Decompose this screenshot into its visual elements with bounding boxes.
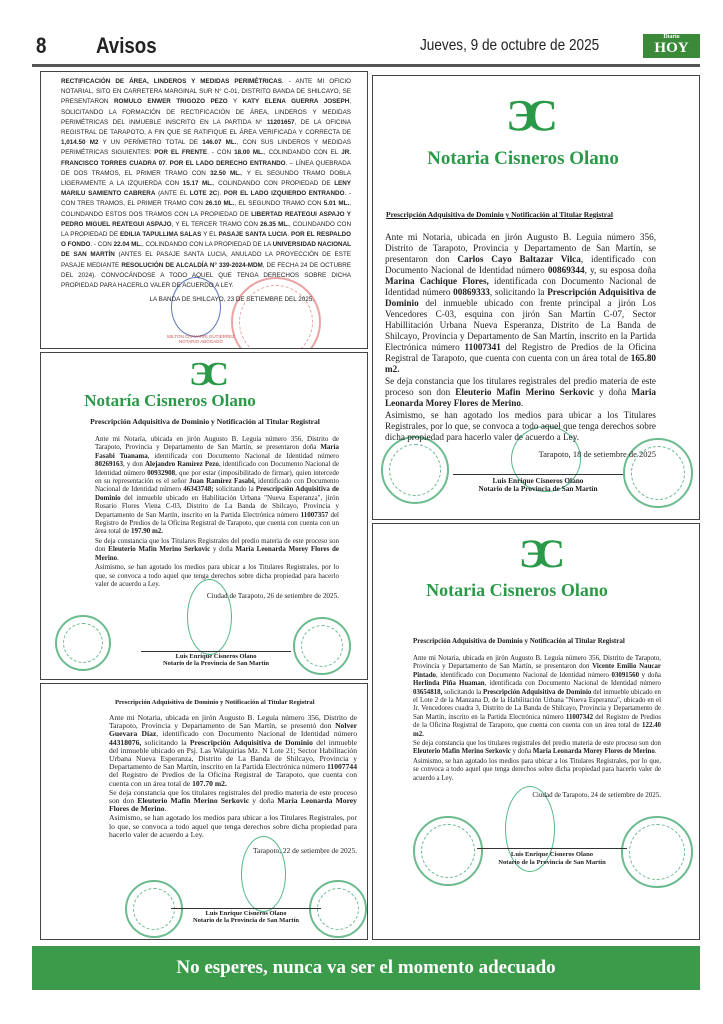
bold-text: KATY ELENA GUERRA JOSEPH (242, 98, 350, 106)
notice-content (95, 435, 339, 601)
section-title: Avisos (96, 33, 157, 58)
text: del Registro de Predios de la Oficina Registral de Tarapoto, que cuenta con cuenta con un área total de (413, 713, 661, 730)
bold-text: Prescripción Adquisitiva de Dominio (189, 737, 313, 747)
notice-paragraph (109, 714, 357, 788)
notice-paragraph (95, 563, 339, 588)
notary-signature (141, 651, 291, 668)
bold-text: María Leonarda Morey Flores de Merino (109, 796, 357, 814)
bold-text: POR EL LADO DERECHO ENTRANDO (169, 159, 286, 167)
bold-text: Eleuterio Mafin Merino Serkovic (137, 796, 250, 806)
text: solicitando la (213, 485, 256, 494)
notice-baltazar (372, 75, 700, 520)
text: , SOLICITANDO LA FORMACIÓN DE RECTIFICACIÓN DE ÁREA, LINDEROS Y MEDIDAS PERIMÉTRICAS DEL INMUEBLE INSCRITO EN LA PARTIDA N° (61, 98, 351, 126)
bold-text: POR EL RESPALDO O FONDO (61, 231, 351, 249)
notary-logo (373, 91, 700, 170)
bold-text: 03091560 (611, 671, 640, 679)
bold-text: 197.90 m2. (130, 527, 164, 536)
text: , COLINDANDO CON EL (263, 149, 342, 157)
text: del Registro de Predios de la Oficina Registral de Tarapoto, que cuenta con cuenta con un área total de (385, 342, 656, 363)
text: Y UN PERÍMETRO TOTAL DE (98, 139, 203, 147)
text: Asimismo, se han agotado los medios para ubicar a los Titulares Registrales, por lo que, se convoca a todo aquel que tenga derechos sobre dicha propiedad para hacerlo valer de acuerdo a Ley. (385, 410, 656, 442)
notary-signature (141, 334, 261, 344)
signer-name: Luis Enrique Cisneros Olano (510, 851, 594, 858)
notary-seal-right-icon (621, 816, 693, 888)
text: del inmueble ubicado en el Lote 2 de la Manzana D, de la Habilitación Urbana "Nueva Esperanza", ubicado en el Jr. Vencedores cuadra 3, Distrito de La Banda de Shilcayo, Provincia y Departamento de San Martín, inscrito en la Partida Electrónica número (413, 688, 661, 721)
text: , DE LA OFICINA REGISTRAL DE TARAPOTO, A FIN QUE SE RATIFIQUE EL ÁREA VERIFICADA Y CORRECTA DE (61, 118, 352, 137)
bold-text: Nolver Guevara Díaz (109, 721, 357, 739)
bold-text: 122.40 m2. (413, 722, 661, 738)
notary-name: Notaria Cisneros Olano (426, 580, 608, 600)
notary-signature (477, 848, 627, 866)
bold-text: Prescripción Adquisitiva de Dominio (385, 287, 657, 308)
notice-guevara (40, 683, 368, 940)
text: , COLINDANDO ESTOS DOS TRAMOS CON LA PROPIEDAD DE (61, 200, 351, 218)
text: , que por estar (imposibilitado de firmar), quien intercede en su representación es el señor (95, 468, 339, 486)
bold-text: 00869333 (453, 287, 490, 297)
text: solicitando la (442, 688, 483, 696)
text: del inmueble ubicado con frente principal a jirón Los Vencedores C-03, esquina con jirón San Martín C-07, Sector Habillitación Urbana Nueva Esperanza, Distrito de La Banda de Shilcayo, Provincia y Departamento de San Martín, inscrito en la Partida Electrónica número (385, 298, 656, 352)
bold-text: 00869344 (547, 265, 585, 275)
text: y doña (210, 545, 236, 554)
bold-text: Maria Leonarda Morey Flores de Merino (532, 748, 655, 756)
bold-text: EDILIA TAPULLIMA SALAS (119, 231, 202, 239)
notice-content (61, 77, 351, 305)
text: Asimismo, se han agotado los medios para ubicar a los Titulares Registrales, por lo que, se convoca a todo aquel que tenga derechos sobre dicha propiedad para hacerlo valer de acuerdo a Ley. (413, 757, 661, 782)
bold-text: Eleuterio Mafin Merino Serkovic (108, 545, 211, 554)
notice-naucar (372, 523, 700, 940)
bold-text: 80269163 (95, 460, 123, 469)
notice-content (385, 232, 656, 460)
bold-text: 46343748; (183, 485, 214, 494)
text: . - CON TRES TRAMOS, EL PRIMER TRAMO CON (61, 190, 351, 208)
bold-text: 00932908 (147, 468, 176, 477)
text: , identificado con Documento Nacional de Identidad número (156, 729, 358, 739)
bold-text: POR EL FRENTE (154, 149, 208, 157)
notice-paragraph (413, 740, 661, 757)
bold-text: LENY MARILU SAMIENTO CABRERA (61, 180, 351, 198)
bold-text: UNIVERSIDAD NACIONAL DE SAN MARTÍN (61, 241, 351, 259)
text: . (520, 398, 524, 408)
notice-content (413, 655, 661, 800)
notice-body (413, 655, 661, 783)
notary-seal-left-icon (413, 816, 483, 886)
text: (ANTES EL PASAJE SANTA LUCIA, ANULADO LA PROYECCIÓN DE ESTE PASAJE MEDIANTE (61, 251, 351, 269)
signer-title: Notario de la Provincia de San Martín (498, 858, 606, 866)
notice-rectificacion (40, 71, 368, 349)
text: Ante mi Notaria, ubicada en jirón Augusto B. Leguía número 356, Distrito de Tarapoto, Provincia y Departamento de San Martín, se presentaron don (413, 655, 661, 671)
text: , DE FECHA 24 DE OCTUBRE DEL 2024). CONVOCÁNDOSE A TODO AQUEL QUE TENGA DERECHOS SOBRE DICHA PROPIEDAD PARA HACERLO VALER DE ACUERDO A LEY. (61, 261, 352, 290)
text: . (164, 804, 167, 814)
text: Ante mi Notaría, ubicada en jirón Augusto B. Leguía número 356, Distrito de Tarapoto, Provincia y Departamento de San Martín, se presentaron doña (95, 435, 339, 452)
text: , COLINDANDO CON LA PROPIEDAD DE LA (141, 241, 273, 249)
bold-text: 26.10 ML. (205, 200, 235, 208)
notary-name: Notaria Cisneros Olano (427, 148, 619, 169)
notary-logo-icon: ЭC (506, 91, 548, 140)
text: , COLINDANDO CON LA PROPIEDAD DE (61, 220, 352, 239)
page-number: 8 (36, 33, 47, 58)
notice-body (109, 714, 357, 839)
signer-name: Luis Enrique Cisneros Olano (492, 476, 584, 485)
notice-body (61, 77, 351, 291)
text: identificada con Documento Nacional de Identidad número (385, 276, 656, 297)
slogan-banner: No esperes, nunca va ser el momento adecuado (32, 946, 700, 990)
text: del Registro de Predios de la Oficina Registral de Tarapoto, que cuenta con cuenta con un área total de (95, 510, 339, 536)
bold-text: RECTIFICACIÓN DE ÁREA, LINDEROS Y MEDIDAS PERIMÉTRICAS (61, 78, 282, 85)
text: . (117, 553, 119, 562)
newspaper-logo (643, 34, 700, 58)
text: y doña (593, 387, 632, 397)
bold-text: 15.17 ML. (182, 180, 213, 188)
text: Se deja constancia que los titulares registrales del predio materia de este proceso son don (385, 376, 656, 397)
bold-text: 11007342 (565, 713, 594, 721)
text: . (287, 231, 292, 239)
notice-title: Prescripción Adquisitiva de Dominio y Notificación al Titular Registral (386, 210, 613, 219)
bold-text: Eleuterio Mafin Merino Serkovic (455, 387, 594, 397)
text: Ante mi Notaria, ubicada en jirón Augusto B. Leguia número 356, Distrito de Tarapoto, Provincia y Departamento de San Martín, se presentaron don (385, 232, 656, 264)
notice-content (109, 714, 357, 855)
notary-name: Notaría Cisneros Olano (84, 391, 256, 410)
signer-name: Luis Enrique Cisneros Olano (175, 653, 257, 660)
bold-text: 107.70 m2. (192, 778, 227, 788)
text: Se deja constancia que los titulares registrales del predio materia de este proceso son don (413, 740, 661, 748)
logo-big-text: HOY (654, 40, 689, 56)
text: y doña (639, 671, 661, 679)
bold-text: Herlinda Piña Huaman (413, 680, 485, 688)
text: Se deja constancia que los titulares registrales del predio materia de este proceso son don (109, 787, 357, 806)
text: del Registro de Predios de la Oficina Registral de Tarapoto, que cuenta con cuenta con un área total de (109, 770, 357, 788)
bold-text: 1,014.50 M2 (61, 139, 99, 147)
signer-name: MILTON CHAVARRI GUTIERREZ (167, 334, 235, 339)
text: . - CON (90, 241, 114, 249)
bold-text: POR EL LADO IZQUIERDO ENTRANDO (223, 190, 345, 198)
text: . - CON (207, 149, 235, 157)
text: , COLINDANDO CON PROPIEDAD DE (212, 180, 335, 188)
bold-text: 22.04 ML. (113, 241, 142, 249)
notary-logo (41, 356, 368, 411)
bold-text: María Leonarda Morey Flores de Merino (95, 545, 340, 562)
signer-title: Notario de la Provincia de San Martín (478, 484, 598, 494)
notice-body (95, 435, 339, 588)
text: . (165, 159, 170, 167)
notice-paragraph (61, 77, 351, 291)
notice-paragraph (385, 410, 656, 443)
text: , solicitando la (489, 287, 548, 297)
notary-logo-icon: ЭC (518, 531, 555, 576)
notice-date: Ciudad de Tarapoto, 24 de setiembre de 2025. (532, 791, 661, 800)
text: Asimismo, se han agotado los medios para ubicar a los Titulares Registrales, por lo que, se convoca a todo aquel que tenga derechos sobre dicha propiedad para hacerlo valer de acuerdo a Ley. (95, 563, 339, 588)
notice-fasabi (40, 352, 368, 680)
notice-body (385, 232, 656, 443)
signer-title: NOTARIO ABOGADO (179, 339, 223, 344)
text: del inmueble ubicado en Habilitación Urbana "Nueva Esperanza", jirón Rosario Flores Viena C-03, Distrito de La Banda de Shilcayo, Provincia y Departamento de San Martín, inscrito en la Partida Electrónica número (95, 493, 339, 519)
signer-name: Luis Enrique Cisneros Olano (205, 910, 287, 917)
notary-signature (171, 908, 321, 925)
notice-paragraph (413, 758, 661, 783)
logo-small-text: Diario (663, 34, 680, 40)
text: , identificado con Documento Nacional de Identidad número (95, 460, 339, 477)
text: solicitando la (141, 737, 190, 747)
bold-text: PASAJE SANTA LUCIA (218, 231, 288, 239)
bold-text: Maria Leonarda Morey Flores de Merino (385, 387, 656, 408)
text: , identificada con Documento Nacional de Identidad número (484, 680, 661, 688)
bold-text: JR. FRANCISCO TORRES CUADRA 07 (61, 149, 351, 167)
text: . – LÍNEA QUEBRADA DE DOS TRAMOS, EL PRIMER TRAMO CON (61, 159, 351, 177)
bold-text: 5.01 ML. (323, 200, 350, 208)
notary-signature (453, 474, 623, 494)
text: (ANTE EL (155, 190, 190, 198)
text: Y (227, 98, 243, 106)
bold-text: 11007341 (464, 342, 501, 352)
text: identificado con Documento Nacional de Identidad número (95, 477, 339, 494)
text: y doña (249, 796, 278, 806)
bold-text: Prescripción Adquisitiva de Dominio (482, 688, 592, 696)
notice-paragraph (109, 789, 357, 814)
bold-text: RESOLUCIÓN DE ALCALDÍA N° 339-2024-MDM (121, 261, 263, 269)
text: ). (217, 190, 224, 198)
notice-title: Prescripción Adquisitiva de Dominio y Notificación al Titular Registral (413, 637, 625, 645)
notice-paragraph (95, 435, 339, 536)
signer-title: Notario de la Provincia de San Martín (192, 917, 300, 925)
notice-date: Ciudad de Tarapoto, 26 de setiembre de 2025. (206, 592, 339, 601)
text: Asimismo, se han agotado los medios para ubicar a los Titulares Registrales, por lo que, se convoca a todo aquel que tenga derechos sobre dicha propiedad para hacerlo valer de acuerdo a Ley. (109, 813, 357, 839)
notice-paragraph (413, 655, 661, 739)
notice-paragraph (95, 537, 339, 562)
notice-title: Prescripción Adquisitiva de Dominio y Notificación al Titular Registral (115, 699, 315, 706)
header-divider (32, 64, 700, 67)
bold-text: 165.80 m2. (385, 353, 656, 374)
bold-text: Eleuterio Mafin Merino Serkovic (413, 748, 511, 756)
bold-text: 03654818, (413, 688, 443, 696)
bold-text: ROMULO ENWER TRIGOZO PEZO (113, 98, 228, 106)
bold-text: Marina Cachique Flores, (385, 276, 489, 286)
notice-date: Tarapoto, 18 de setiembre de 2025 (538, 449, 656, 459)
text: , Y EL SEGUNDO TRAMO DOBLA LIGERAMENTE A LA IZQUIERDA CON (61, 169, 351, 188)
notary-logo-icon: ЭC (189, 356, 221, 393)
text: , Y EL TERCER TRAMO CON (171, 220, 261, 228)
bold-text: Prescripción Adquisitiva de Dominio (95, 485, 339, 502)
notice-paragraph (385, 376, 656, 409)
text: , identificada con Documento Nacional de Identidad número (147, 451, 339, 460)
bold-text: 11201657 (266, 118, 295, 126)
text: del inmueble del inmueble ubicado en Psj. Las Walquirias Mz. N Lote 21; Sector Habilitación Urbana Nueva Esperanza, Distrito de La Banda de Shilcayo, Provincia y Departamento de San Martín, inscrito en la Partida Electrónica número (109, 737, 357, 772)
bold-text: 11007744 (327, 762, 357, 772)
bold-text: LOTE 2C (189, 190, 218, 198)
bold-text: Carlos Cayo Baltazar Vilca (457, 254, 581, 264)
notary-logo (373, 531, 700, 601)
text: , y don (123, 460, 145, 469)
text: , y, su esposa doña (584, 265, 656, 275)
notice-paragraph (109, 814, 357, 839)
bold-text: 44318076, (109, 737, 142, 747)
signer-title: Notario de la Provincia de San Martín (162, 660, 270, 668)
bold-text: Alejandro Ramírez Pezo (144, 460, 219, 469)
text: Se deja constancia que los Titulares Registrales del predio materia de este proceso son don (95, 536, 339, 554)
notice-title: Prescripción Adquisitiva de Dominio y Notificación al Titular Registral (90, 417, 320, 426)
text: . - ANTE MI OFICIO NOTARIAL, SITO EN CARRETERA MARGINAL SUR N° C-01, DISTRITO BANDA DE SHILCAYO, SE PRESENTARON (61, 78, 351, 106)
text: , CON SUS LINDEROS Y MEDIDAS PERIMÉTRICAS SIGUIENTES: (61, 139, 351, 157)
text: Ante mi Notaria, ubicada en jirón Augusto B. Leguía número 356, Distrito de Tarapoto, Provincia y Departamento de San Martín, se presentó don (109, 713, 357, 731)
bold-text: María Fasabi Tuanama (95, 443, 339, 460)
bold-text: 32.50 ML. (210, 169, 241, 177)
text: , identificado con Documento Nacional de Identidad número (385, 254, 656, 275)
issue-date: Jueves, 9 de octubre de 2025 (420, 37, 600, 54)
bold-text: Vicente Emilio Naucar Pintado (413, 663, 661, 679)
text: , identificado con Documento Nacional de Identidad número (435, 671, 612, 679)
bold-text: LIBERTAD REATEGUI ASPAJO Y PEDRO MIGUEL REATEGUI ASPAJO (61, 210, 351, 228)
text: y doña (510, 748, 533, 756)
bold-text: 146.07 ML. (202, 139, 237, 147)
text: . (654, 748, 657, 756)
bold-text: 26.35 ML. (260, 220, 289, 228)
notice-date: Tarapoto, 22 de setiembre de 2025. (253, 846, 357, 856)
notice-date: LA BANDA DE SHILCAYO, 23 DE SETIEMBRE DEL 2025. (149, 296, 314, 304)
notary-seal-right-icon (293, 617, 351, 675)
notice-paragraph (385, 232, 656, 375)
bold-text: 11007357 (300, 510, 329, 519)
bold-text: Juan Ramírez Fasabi, (188, 477, 256, 486)
bold-text: 18.00 ML. (234, 149, 264, 157)
text: Y EL (201, 231, 219, 239)
text: , EL SEGUNDO TRAMO CON (234, 200, 324, 208)
notary-seal-left-icon (55, 615, 111, 671)
